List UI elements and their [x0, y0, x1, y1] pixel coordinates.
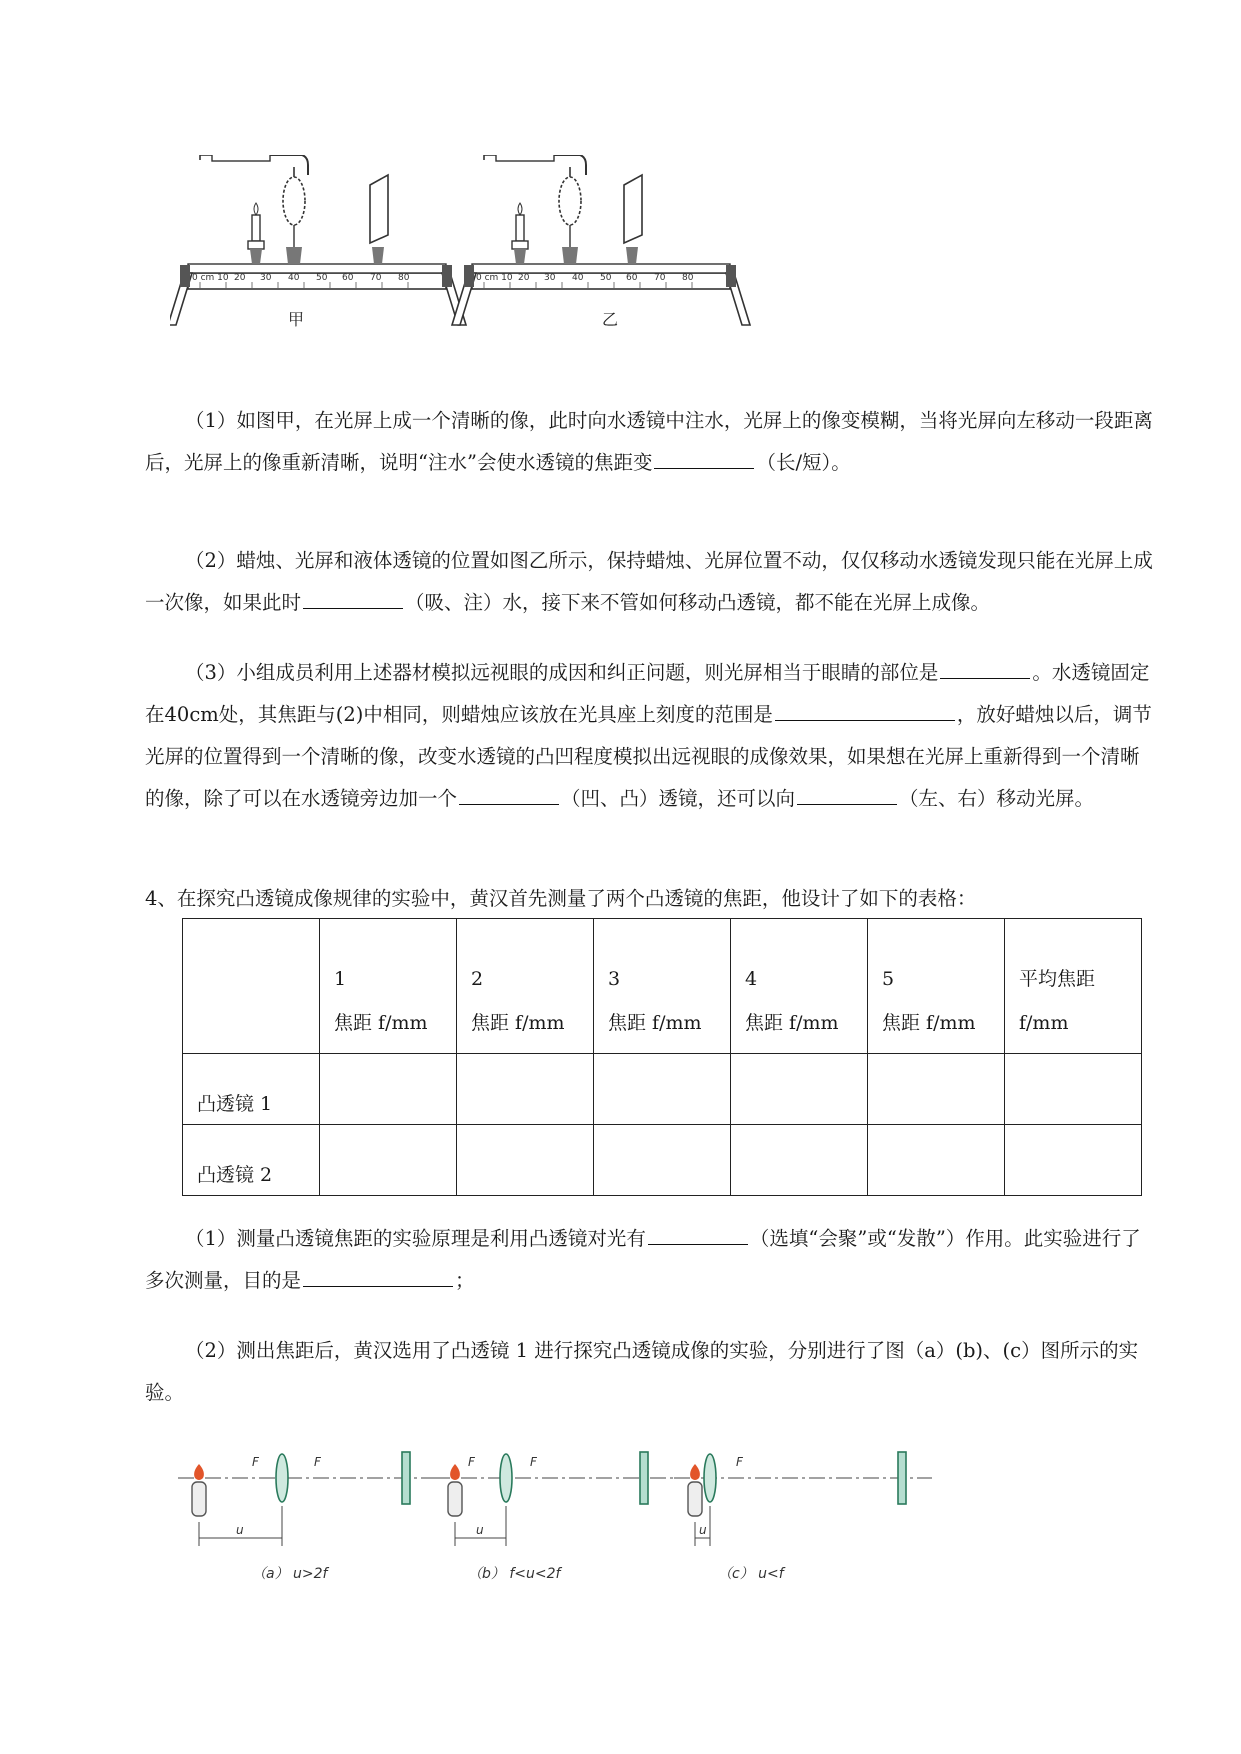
table-header-cell — [1005, 919, 1142, 1054]
setup-caption: （b） f<u<2f — [468, 1566, 561, 1582]
setup-caption: （a） u>2f — [252, 1566, 328, 1582]
table-row — [183, 1125, 1142, 1196]
focus-label: F — [314, 1455, 321, 1469]
distance-label: u — [699, 1523, 707, 1537]
focus-label: F — [468, 1455, 475, 1469]
distance-label: u — [236, 1523, 244, 1537]
tick-label: 80 — [398, 273, 410, 283]
table-header-cell — [320, 919, 457, 1054]
lens-imaging-figure — [170, 1440, 950, 1590]
distance-label: u — [476, 1523, 484, 1537]
q4-part1 — [145, 1218, 1155, 1302]
setup-b — [434, 1452, 676, 1582]
q4-part1-text-c: ； — [455, 1269, 475, 1292]
table-header-cell — [868, 919, 1005, 1054]
q3-part3-text-a: （3）小组成员利用上述器材模拟远视眼的成因和纠正问题，则光屏相当于眼睛的部位是 — [185, 661, 939, 684]
table-corner-cell — [183, 919, 320, 1054]
table-input-cell[interactable] — [1005, 1054, 1142, 1125]
tick-label: 70 — [654, 273, 666, 283]
tick-label: 40 — [288, 273, 300, 283]
header-unit: 焦距 f/mm — [745, 1012, 839, 1034]
candle-icon — [192, 1464, 206, 1516]
table-header-cell — [731, 919, 868, 1054]
figure-caption-jia: 甲 — [288, 310, 305, 329]
candle-icon — [448, 1464, 462, 1516]
q3-part3-text-d: （凹、凸）透镜，还可以向 — [561, 787, 796, 810]
header-index: 3 — [608, 968, 621, 990]
answer-blank[interactable] — [654, 448, 754, 469]
q3-part1-tail: （长/短）。 — [756, 451, 851, 474]
light-screen-icon — [370, 175, 388, 264]
header-index: 1 — [334, 968, 347, 990]
table-input-cell[interactable] — [1005, 1125, 1142, 1196]
q4-part1-text-a: （1）测量凸透镜焦距的实验原理是利用凸透镜对光有 — [185, 1227, 646, 1250]
table-header-cell — [457, 919, 594, 1054]
table-input-cell[interactable] — [320, 1054, 457, 1125]
candle-icon — [248, 203, 264, 264]
figure-caption-yi: 乙 — [602, 310, 619, 329]
tick-label: 30 — [544, 273, 556, 283]
tick-label: 60 — [342, 273, 354, 283]
focus-label: F — [736, 1455, 743, 1469]
q3-part2 — [145, 540, 1155, 624]
header-unit: 焦距 f/mm — [882, 1012, 976, 1034]
q3-part3-text-e: （左、右）移动光屏。 — [899, 787, 1095, 810]
optical-bench-figure — [170, 155, 800, 365]
tick-label: 50 — [600, 273, 612, 283]
q4-stem-text: 4、在探究凸透镜成像规律的实验中，黄汉首先测量了两个凸透镜的焦距，他设计了如下的表格： — [145, 887, 977, 910]
focal-length-table — [182, 918, 1142, 1196]
answer-blank[interactable] — [797, 784, 897, 805]
answer-blank[interactable] — [303, 1266, 453, 1287]
setup-c — [674, 1452, 932, 1582]
water-lens-icon — [484, 155, 586, 264]
bench-yi — [452, 155, 750, 329]
table-header-cell — [594, 919, 731, 1054]
focus-label: F — [252, 1455, 259, 1469]
focus-label: F — [530, 1455, 537, 1469]
tick-label: 80 — [682, 273, 694, 283]
header-unit: 焦距 f/mm — [608, 1012, 702, 1034]
answer-blank[interactable] — [459, 784, 559, 805]
table-input-cell[interactable] — [457, 1054, 594, 1125]
bench-jia — [170, 155, 466, 329]
table-input-cell[interactable] — [731, 1054, 868, 1125]
header-index: 4 — [745, 968, 758, 990]
row-label: 凸透镜 1 — [183, 1054, 320, 1125]
answer-blank[interactable] — [648, 1224, 748, 1245]
answer-blank[interactable] — [775, 700, 955, 721]
header-index: 2 — [471, 968, 484, 990]
table-input-cell[interactable] — [868, 1054, 1005, 1125]
tick-label: 40 — [572, 273, 584, 283]
q3-part3 — [145, 652, 1155, 820]
tick-label: 70 — [370, 273, 382, 283]
light-screen-icon — [624, 175, 642, 264]
tick-label: 50 — [316, 273, 328, 283]
table-input-cell[interactable] — [868, 1125, 1005, 1196]
tick-label: 20 — [234, 273, 246, 283]
q3-part1 — [145, 400, 1155, 484]
row-label: 凸透镜 2 — [183, 1125, 320, 1196]
tick-label: 20 — [518, 273, 530, 283]
table-row — [183, 1054, 1142, 1125]
tick-label: 30 — [260, 273, 272, 283]
answer-blank[interactable] — [940, 658, 1030, 679]
table-header-row — [183, 919, 1142, 1054]
q4-stem — [145, 878, 1155, 920]
q3-part2-text: （2）蜡烛、光屏和液体透镜的位置如图乙所示，保持蜡烛、光屏位置不动，仅仅移动水透镜发现只能在光屏上成一次像，如果此时 — [145, 549, 1153, 614]
q4-part1-text-b: （选填“会聚”或“发散”）作用。此实验进行了多次测量，目的是 — [145, 1227, 1141, 1292]
candle-icon — [688, 1464, 702, 1516]
q3-part1-text: （1）如图甲，在光屏上成一个清晰的像，此时向水透镜中注水，光屏上的像变模糊，当将光屏向左移动一段距离后，光屏上的像重新清晰，说明“注水”会使水透镜的焦距变 — [145, 409, 1153, 474]
setup-a — [178, 1452, 436, 1582]
table-input-cell[interactable] — [320, 1125, 457, 1196]
header-unit: f/mm — [1019, 1012, 1069, 1034]
header-unit: 焦距 f/mm — [334, 1012, 428, 1034]
table-input-cell[interactable] — [594, 1125, 731, 1196]
q3-part2-tail: （吸、注）水，接下来不管如何移动凸透镜，都不能在光屏上成像。 — [405, 591, 991, 614]
header-index: 平均焦距 — [1019, 968, 1096, 990]
tick-label: 60 — [626, 273, 638, 283]
tick-label: 0 cm 10 — [476, 273, 513, 283]
answer-blank[interactable] — [303, 588, 403, 609]
table-input-cell[interactable] — [457, 1125, 594, 1196]
header-unit: 焦距 f/mm — [471, 1012, 565, 1034]
q4-part2-text: （2）测出焦距后，黄汉选用了凸透镜 1 进行探究凸透镜成像的实验，分别进行了图（a）(b)、(c）图所示的实验。 — [145, 1339, 1139, 1404]
setup-caption: （c） u<f — [718, 1566, 784, 1582]
header-index: 5 — [882, 968, 895, 990]
q3-part3-text-c: ，放好蜡烛以后，调节光屏的位置得到一个清晰的像，改变水透镜的凸凹程度模拟出远视眼的成像效果，如果想在光屏上重新得到一个清晰的像，除了可以在水透镜旁边加一个 — [145, 703, 1152, 810]
table-input-cell[interactable] — [731, 1125, 868, 1196]
table-input-cell[interactable] — [594, 1054, 731, 1125]
q4-part2 — [145, 1330, 1155, 1414]
candle-icon — [512, 203, 528, 264]
tick-label: 0 cm 10 — [192, 273, 229, 283]
q3-part3-text-b: 。水透镜固定在40cm处，其焦距与(2)中相同，则蜡烛应该放在光具座上刻度的范围是 — [145, 661, 1150, 726]
